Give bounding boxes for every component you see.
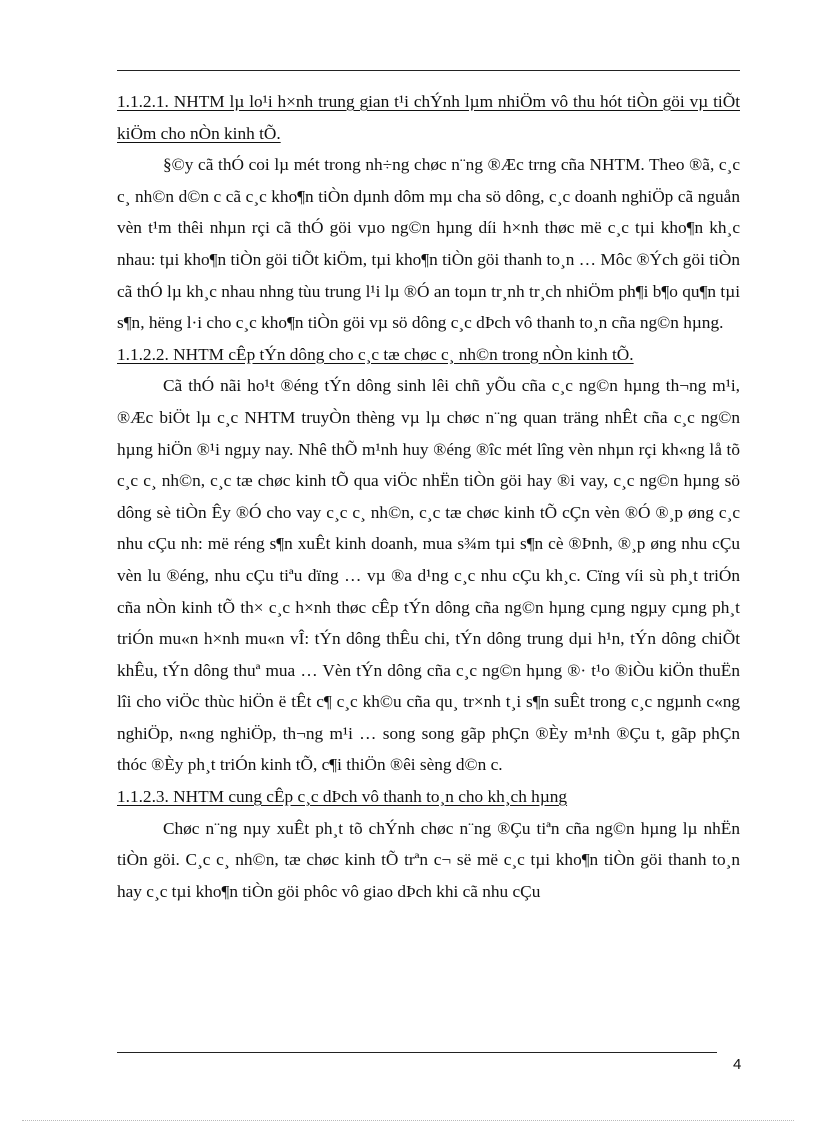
section-heading-1-1-2-2: 1.1.2.2. NHTM cÊp tÝn dông cho c¸c tæ chøc c¸ nh©n trong nÒn kinh tÕ.: [117, 344, 634, 364]
section-heading-1-1-2-3: 1.1.2.3. NHTM cung cÊp c¸c dÞch vô thanh to¸n cho kh¸ch hµng: [117, 787, 568, 807]
footer-rule: [117, 1052, 717, 1053]
section-paragraph-1-1-2-1: §©y cã thÓ coi lµ mét trong nh÷ng chøc n¨ng ®Æc trng cña NHTM. Theo ®ã, c¸c c¸ nh©n d©n c cã c¸c kho¶n tiÒn dµnh dôm mµ cha sö dông, c¸c doanh nghiÖp cã nguån vèn t¹m thêi nhµn rçi cã thÓ göi vµo ng©n hµng díi h×nh thøc më c¸c tµi kho¶n kh¸c nhau: tµi kho¶n tiÒn göi tiÕt kiÖm, tµi kho¶n tiÒn göi thanh to¸n … Môc ®Ých göi tiÒn cã thÓ lµ kh¸c nhau nhng tùu trung l¹i lµ ®Ó an toµn tr¸nh tr¸ch nhiÖm ph¶i b¶o qu¶n tµi s¶n, hëng l·i cho c¸c kho¶n tiÒn göi vµ sö dông c¸c dÞch vô thanh to¸n cña ng©n hµng.: [117, 155, 740, 333]
page-number: 4: [733, 1056, 742, 1073]
section-paragraph-1-1-2-2: Cã thÓ nãi ho¹t ®éng tÝn dông sinh lêi chñ yÕu cña c¸c ng©n hµng th¬ng m¹i, ®Æc biÖt lµ c¸c NHTM truyÒn thèng vµ lµ chøc n¨ng quan träng nhÊt cña c¸c ng©n hµng hiÖn ®¹i ngµy nay. Nhê thÕ m¹nh huy ®éng ®îc mét lîng vèn nhµn rçi kh«ng lå tõ c¸c c¸ nh©n, c¸c tæ chøc kinh tÕ qua viÖc nhËn tiÒn göi hay ®i vay, c¸c ng©n hµng sö dông sè tiÒn Êy ®Ó cho vay c¸c c¸ nh©n, c¸c tæ chøc kinh tÕ cÇn vèn ®Ó ®¸p øng c¸c nhu cÇu nh: më réng s¶n xuÊt kinh doanh, mua s¾m tµi s¶n cè ®Þnh, ®¸p øng nhu cÇu vèn lu ®éng, nhu cÇu tiªu dïng … vµ ®a d¹ng c¸c nhu cÇu kh¸c. Cïng víi sù ph¸t triÓn cña nÒn kinh tÕ th× c¸c h×nh thøc cÊp tÝn dông cña ng©n hµng cµng ngµy cµng ph¸t triÓn mu«n h×nh mu«n vÎ: tÝn dông thÊu chi, tÝn dông trung dµi h¹n, tÝn dông chiÕt khÊu, tÝn dông thuª mua … Vèn tÝn dông cña c¸c ng©n hµng ®· t¹o ®iÒu kiÖn thuËn lîi cho viÖc thùc hiÖn ë tÊt c¶ c¸c kh©u cña qu¸ tr×nh t¸i s¶n suÊt trong c¸c ngµnh c«ng nghiÖp, n«ng nghiÖp, th¬ng m¹i … song song gãp phÇn ®Èy m¹nh ®Çu t, gãp phÇn thóc ®Èy ph¸t triÓn kinh tÕ, c¶i thiÖn ®êi sèng d©n c.: [117, 376, 740, 775]
page-body: [117, 86, 740, 907]
section-heading-1-1-2-1: 1.1.2.1. NHTM lµ lo¹i h×nh trung gian t¹i chÝnh lµm nhiÖm vô thu hót tiÒn göi vµ tiÕt kiÖm cho nÒn kinh tÕ.: [117, 92, 740, 143]
page-break-line: [22, 1120, 794, 1121]
section-paragraph-1-1-2-3: Chøc n¨ng nµy xuÊt ph¸t tõ chÝnh chøc n¨ng ®Çu tiªn cña ng©n hµng lµ nhËn tiÒn göi. C¸c c¸ nh©n, tæ chøc kinh tÕ trªn c¬ së më c¸c tµi kho¶n tiÒn göi thanh to¸n hay c¸c tµi kho¶n tiÒn göi phôc vô giao dÞch khi cã nhu cÇu: [117, 818, 740, 901]
header-rule: [117, 70, 740, 71]
